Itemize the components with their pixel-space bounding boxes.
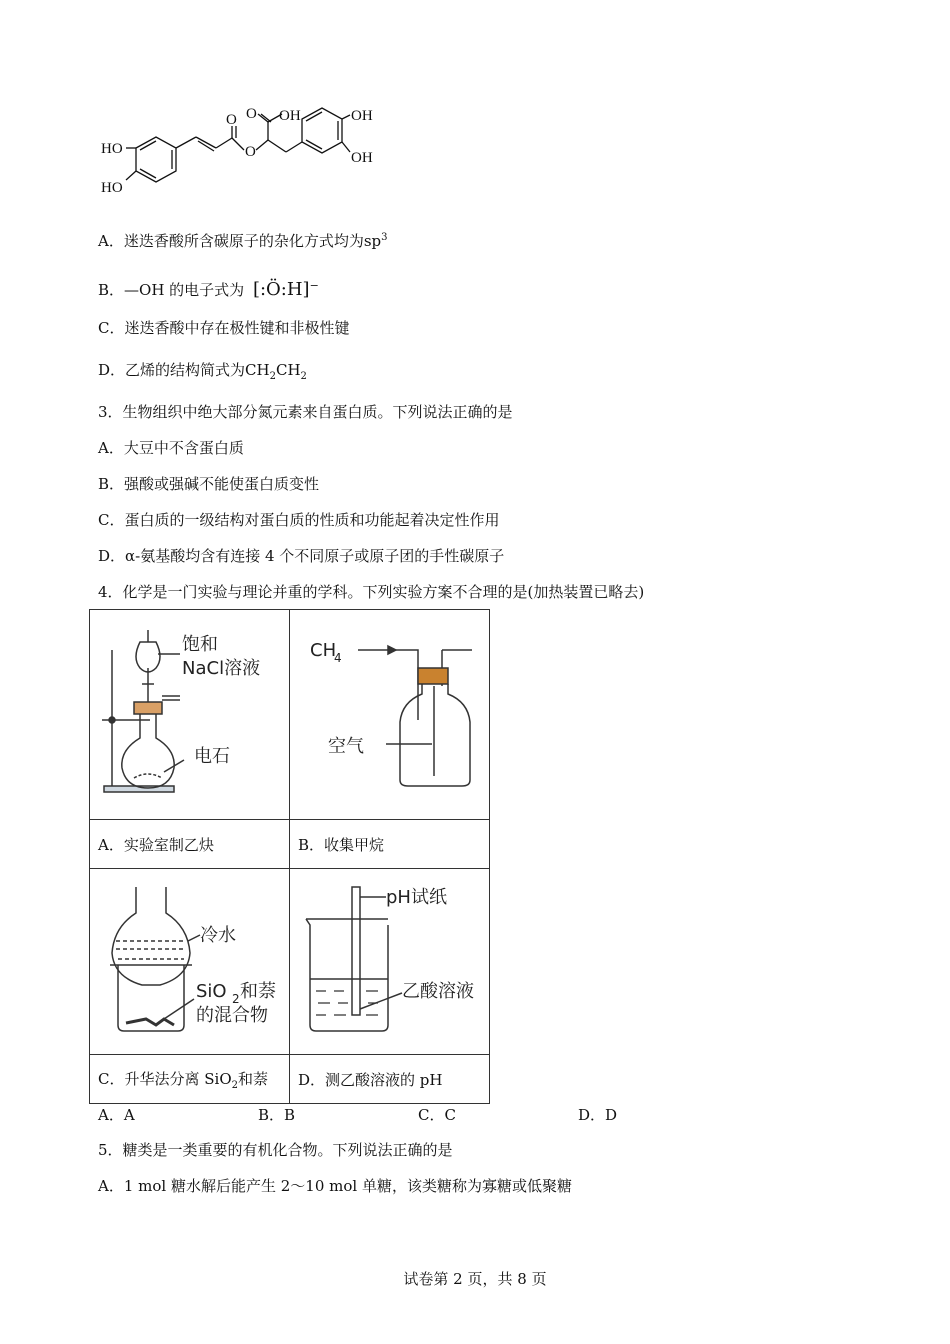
ph-measure-figure xyxy=(290,869,489,1050)
negative-charge-sup: − xyxy=(309,279,319,292)
sio2-subscript: 2 xyxy=(232,992,240,1006)
q4-option-c: C．C xyxy=(418,1106,456,1124)
saturated-label: 饱和 xyxy=(182,634,218,655)
q4-stem: 4．化学是一门实验与理论并重的学科。下列实验方案不合理的是(加热装置已略去) xyxy=(98,583,645,601)
ho-label-1: HO xyxy=(101,141,123,157)
electron-formula: [:Ö:H] xyxy=(252,279,310,300)
mixture-label: 的混合物 xyxy=(196,1005,268,1026)
caption-c-subscript: 2 xyxy=(231,1079,238,1091)
o-label-1: O xyxy=(226,112,237,128)
oh-label-2: OH xyxy=(351,108,373,124)
nacl-solution-label: NaCl溶液 xyxy=(182,658,261,679)
figure-c-cell xyxy=(90,869,290,1055)
air-label: 空气 xyxy=(328,736,364,757)
q3-option-a: A．大豆中不含蛋白质 xyxy=(98,439,244,457)
q4-option-b: B．B xyxy=(258,1106,296,1124)
cold-water-label: 冷水 xyxy=(200,925,236,946)
calcium-carbide-label: 电石 xyxy=(194,746,230,767)
acetylene-apparatus-figure xyxy=(90,610,289,815)
ethene-ch-2: CH xyxy=(275,361,301,379)
sio2-label: SiO xyxy=(196,981,227,1002)
q3-stem: 3．生物组织中绝大部分氮元素来自蛋白质。下列说法正确的是 xyxy=(98,403,513,421)
caption-b: B．收集甲烷 xyxy=(290,820,490,869)
q4-option-d: D．D xyxy=(578,1106,618,1124)
naphthalene-label: 和萘 xyxy=(240,981,276,1002)
o-label-3: O xyxy=(246,106,257,122)
q2-option-b xyxy=(98,276,319,300)
rosmarinic-acid-structure xyxy=(98,100,398,205)
ph-paper-label: pH试纸 xyxy=(386,887,447,908)
methane-collection-figure xyxy=(290,610,489,815)
q2-option-d-text: D．乙烯的结构简式为 xyxy=(98,361,246,379)
q3-option-c: C．蛋白质的一级结构对蛋白质的性质和功能起着决定性作用 xyxy=(98,511,500,529)
q3-option-b: B．强酸或强碱不能使蛋白质变性 xyxy=(98,475,320,493)
ethene-ch-1: CH xyxy=(245,361,270,379)
q2-option-b-text: B．—OH 的电子式为 xyxy=(98,281,245,299)
page-footer: 试卷第 2 页，共 8 页 xyxy=(403,1270,547,1288)
q2-option-a-text: A．迷迭香酸所含碳原子的杂化方式均为sp xyxy=(98,232,382,250)
q2-option-d xyxy=(98,360,307,387)
experiment-table xyxy=(89,609,490,1104)
ethene-sub-2: 2 xyxy=(300,371,307,382)
figure-b-cell xyxy=(290,610,490,820)
o-label-2: O xyxy=(245,144,256,160)
oh-label-3: OH xyxy=(351,150,373,166)
acetic-acid-label: 乙酸溶液 xyxy=(402,981,474,1002)
q2-option-c: C．迷迭香酸中存在极性键和非极性键 xyxy=(98,319,350,337)
caption-d: D．测乙酸溶液的 pH xyxy=(290,1055,490,1104)
ho-label-2: HO xyxy=(101,180,123,196)
q5-stem: 5．糖类是一类重要的有机化合物。下列说法正确的是 xyxy=(98,1141,453,1159)
ethene-sub-1: 2 xyxy=(269,371,276,382)
oh-label-1: OH xyxy=(279,108,301,124)
caption-c-text: C．升华法分离 SiO xyxy=(98,1069,232,1088)
q4-option-a: A．A xyxy=(98,1106,135,1124)
figure-d-cell xyxy=(290,869,490,1055)
figure-a-cell xyxy=(90,610,290,820)
sublimation-figure xyxy=(90,869,289,1050)
ch4-subscript: 4 xyxy=(334,651,342,665)
caption-c-tail: 和萘 xyxy=(238,1069,269,1088)
q5-option-a: A．1 mol 糖水解后能产生 2～10 mol 单糖，该类糖称为寡糖或低聚糖 xyxy=(98,1177,572,1195)
caption-a: A．实验室制乙炔 xyxy=(90,820,290,869)
sp3-superscript: 3 xyxy=(381,232,388,243)
ch4-label: CH xyxy=(310,640,337,661)
caption-c xyxy=(90,1055,290,1104)
q3-option-d: D．α-氨基酸均含有连接 4 个不同原子或原子团的手性碳原子 xyxy=(98,547,505,565)
q2-option-a xyxy=(98,228,388,251)
